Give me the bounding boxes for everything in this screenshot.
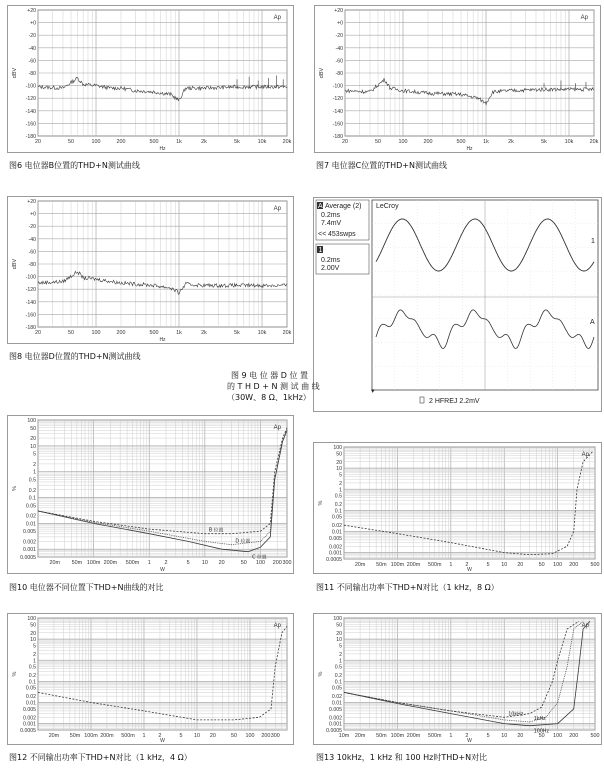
y-tick-label: 0.5 <box>28 664 36 671</box>
y-axis-label: dBV <box>12 67 18 79</box>
x-tick-label: 200 <box>423 139 433 145</box>
x-tick-label: 10 <box>501 733 508 739</box>
caption-fig6: 图6 电位器B位置的THD+N测试曲线 <box>9 161 140 170</box>
y-tick-label: 0.1 <box>28 679 36 686</box>
series-label: 1kHz <box>533 716 546 722</box>
y-tick-label: -160 <box>25 312 36 319</box>
x-tick-label: 2k <box>201 139 207 145</box>
y-tick-label: 0.2 <box>28 673 36 680</box>
x-tick-label: 50m <box>376 733 387 739</box>
y-tick-label: 10 <box>336 466 342 473</box>
x-tick-label: 20k <box>282 330 292 336</box>
y-tick-label: -180 <box>332 134 343 140</box>
x-tick-label: 2k <box>508 139 514 145</box>
y-tick-label: -60 <box>28 58 36 65</box>
scope-panel <box>313 197 602 412</box>
scope-brand: LeCroy <box>376 203 399 210</box>
series-label: B 位置 <box>208 528 224 534</box>
x-tick-label: 20 <box>218 560 225 566</box>
y-tick-label: 0.005 <box>23 529 36 536</box>
y-tick-label: 0.05 <box>25 685 36 692</box>
y-tick-label: 10 <box>30 637 36 644</box>
x-tick-label: 50 <box>538 562 545 568</box>
y-tick-label: -80 <box>28 262 36 268</box>
x-tick-label: 100m <box>84 733 98 739</box>
ap-badge: Ap <box>580 15 588 21</box>
ap-badge: Ap <box>273 206 281 212</box>
x-tick-label: 100 <box>255 560 265 566</box>
x-tick-label: 20 <box>517 562 524 568</box>
chart-fig10-panel <box>7 415 294 574</box>
y-tick-label: 0.001 <box>23 547 36 554</box>
x-tick-label: 20m <box>49 560 60 566</box>
x-axis-label: Hz <box>466 146 473 152</box>
x-tick-label: 300 <box>270 733 280 739</box>
y-tick-label: +20 <box>27 199 36 205</box>
x-tick-label: 500 <box>456 139 466 145</box>
caption-fig7: 图7 电位器C位置的THD+N测试曲线 <box>316 161 447 170</box>
x-axis-label: W <box>160 738 165 744</box>
y-tick-label: 5 <box>33 451 36 458</box>
y-tick-label: 0.01 <box>25 700 36 707</box>
y-tick-label: 0.002 <box>329 715 342 722</box>
y-axis-label: % <box>12 486 18 491</box>
caption-fig9-line1: 图 9 电 位 器 D 位 置 <box>231 371 309 380</box>
y-axis-label: dBV <box>12 258 18 270</box>
y-tick-label: 2 <box>33 461 36 468</box>
x-tick-label: 50 <box>375 139 382 145</box>
y-tick-label: 1 <box>33 469 36 476</box>
scope-ch-a-mode: Average (2) <box>325 203 362 210</box>
y-tick-label: 2 <box>339 651 342 658</box>
x-tick-label: 200 <box>569 562 579 568</box>
y-tick-label: 20 <box>30 630 36 637</box>
caption-fig12: 图12 不同输出功率下THD+N对比（1 kHz，4 Ω） <box>9 753 192 762</box>
y-tick-label: 0.001 <box>329 550 342 557</box>
scope-footer-box <box>420 397 424 403</box>
x-tick-label: 50 <box>538 733 545 739</box>
x-tick-label: 100m <box>86 560 101 566</box>
x-tick-label: 200m <box>103 560 118 566</box>
x-tick-label: 200 <box>116 330 126 336</box>
x-tick-label: 500m <box>125 560 140 566</box>
y-tick-label: 0.0005 <box>20 728 36 734</box>
y-tick-label: +0 <box>30 211 36 218</box>
x-tick-label: 500 <box>590 733 600 739</box>
y-tick-label: 0.01 <box>25 521 36 528</box>
y-tick-label: 1 <box>33 658 36 665</box>
chart-fig12-svg <box>8 614 293 744</box>
y-tick-label: 50 <box>30 622 36 629</box>
x-tick-label: 100 <box>91 330 101 336</box>
y-tick-label: -140 <box>25 108 36 115</box>
y-tick-label: 10 <box>30 443 36 450</box>
y-tick-label: +20 <box>334 8 343 14</box>
x-tick-label: 2k <box>201 330 207 336</box>
x-tick-label: 20m <box>354 562 366 568</box>
series-label: D 位置 <box>235 539 251 545</box>
x-tick-label: 200 <box>569 733 579 739</box>
x-tick-label: 10m <box>338 733 350 739</box>
x-tick-label: 200m <box>100 733 114 739</box>
x-axis-label: Hz <box>159 146 166 152</box>
y-axis-label: % <box>12 671 18 677</box>
y-tick-label: 100 <box>333 616 342 622</box>
y-tick-label: 2 <box>33 651 36 658</box>
scope-ch-a-time: 0.2ms <box>321 212 341 219</box>
caption-fig13: 图13 10kHz，1 kHz 和 100 Hz时THD+N对比 <box>316 753 488 762</box>
chart-fig7-svg <box>315 6 600 152</box>
y-tick-label: 0.1 <box>334 508 342 515</box>
x-tick-label: 500 <box>590 562 600 568</box>
ap-badge: Ap <box>581 452 589 458</box>
x-tick-label: 500m <box>428 733 442 739</box>
x-tick-label: 20 <box>517 733 524 739</box>
chart-fig7-panel <box>314 5 601 153</box>
y-tick-label: -140 <box>25 299 36 306</box>
x-tick-label: 10k <box>564 139 574 145</box>
ap-badge: Ap <box>581 623 589 629</box>
y-tick-label: -120 <box>25 287 36 294</box>
y-tick-label: 0.05 <box>331 685 342 692</box>
x-tick-label: 2 <box>164 560 168 566</box>
y-tick-label: 5 <box>33 643 36 650</box>
y-tick-label: 100 <box>27 616 36 622</box>
scope-footer: 2 HFREJ 2.2mV <box>429 398 480 405</box>
series-label: 10kHz <box>508 712 524 718</box>
y-tick-label: -180 <box>25 325 36 331</box>
y-tick-label: 10 <box>336 637 342 644</box>
series-label: 100Hz <box>533 729 550 735</box>
y-axis-label: % <box>318 500 324 506</box>
y-tick-label: 0.005 <box>329 535 342 542</box>
x-tick-label: 50 <box>240 560 247 566</box>
chart-fig11-svg <box>314 443 601 573</box>
y-tick-label: -60 <box>28 249 36 256</box>
y-tick-label: 0.005 <box>329 706 342 713</box>
y-tick-label: -140 <box>332 108 343 115</box>
y-tick-label: 0.2 <box>28 487 36 494</box>
x-tick-label: 100m <box>390 733 405 739</box>
x-tick-label: 50 <box>68 330 75 336</box>
x-tick-label: 200 <box>116 139 126 145</box>
y-tick-label: 20 <box>336 630 342 637</box>
y-tick-label: -20 <box>28 33 36 40</box>
x-tick-label: 100 <box>245 733 255 739</box>
ap-badge: Ap <box>273 15 281 21</box>
ap-badge: Ap <box>273 623 281 629</box>
y-tick-label: -40 <box>28 236 36 243</box>
ap-badge: Ap <box>273 425 281 431</box>
x-tick-label: 200 <box>261 733 271 739</box>
y-tick-label: 100 <box>27 418 36 424</box>
x-tick-label: 2 <box>158 733 162 739</box>
x-axis-label: W <box>467 738 472 744</box>
y-tick-label: 0.0005 <box>326 728 342 734</box>
x-tick-label: 20 <box>35 139 41 145</box>
scope-ch-a-sweeps: 453swps <box>328 231 356 238</box>
x-tick-label: 5k <box>234 139 240 145</box>
y-tick-label: 1 <box>339 487 342 494</box>
x-axis-label: W <box>467 567 472 573</box>
x-tick-label: 1k <box>176 330 182 336</box>
x-tick-label: 50m <box>376 562 387 568</box>
y-tick-label: 0.02 <box>331 694 342 701</box>
scope-ch1-label: 1 <box>318 247 323 254</box>
y-tick-label: 0.02 <box>25 694 36 701</box>
x-tick-label: 20k <box>282 139 292 145</box>
chart-fig6-panel <box>7 5 294 153</box>
caption-fig10: 图10 电位器不同位置下THD+N曲线的对比 <box>9 583 164 592</box>
y-tick-label: -20 <box>28 224 36 231</box>
y-tick-label: 0.001 <box>23 721 36 728</box>
x-tick-label: 1 <box>147 560 151 566</box>
caption-fig8: 图8 电位器D位置的THD+N测试曲线 <box>9 352 141 361</box>
x-tick-label: 20m <box>48 733 60 739</box>
x-tick-label: 10 <box>201 560 208 566</box>
chart-fig8-svg <box>8 197 293 343</box>
x-axis-label: Hz <box>159 337 166 343</box>
y-axis-label: % <box>318 671 324 677</box>
scope-ch-a-volt: 7.4mV <box>321 220 342 227</box>
x-tick-label: 300 <box>282 560 292 566</box>
y-tick-label: -40 <box>28 45 36 52</box>
y-axis-label: dBV <box>319 67 325 79</box>
y-tick-label: 0.002 <box>329 544 342 551</box>
y-tick-label: -60 <box>335 58 343 65</box>
y-tick-label: 0.01 <box>331 529 342 536</box>
y-tick-label: 2 <box>339 480 342 487</box>
y-tick-label: 0.2 <box>334 502 342 509</box>
y-tick-label: 0.0005 <box>20 555 36 561</box>
x-tick-label: 50 <box>231 733 238 739</box>
y-tick-label: -100 <box>25 274 36 281</box>
y-tick-label: -180 <box>25 134 36 140</box>
x-tick-label: 500m <box>121 733 135 739</box>
y-tick-label: -120 <box>332 96 343 103</box>
scope-ch1-volt: 2.00V <box>321 265 340 272</box>
caption-fig11: 图11 不同输出功率下THD+N对比（1 kHz，8 Ω） <box>316 583 499 592</box>
x-tick-label: 10 <box>193 733 200 739</box>
x-tick-label: 500 <box>149 139 159 145</box>
y-tick-label: -20 <box>335 33 343 40</box>
x-tick-label: 5 <box>486 733 490 739</box>
y-tick-label: 0.5 <box>28 477 36 484</box>
chart-fig6-svg <box>8 6 293 152</box>
y-tick-label: 100 <box>333 445 342 451</box>
x-axis-label: W <box>160 567 165 573</box>
scope-marker-a: A <box>590 319 595 326</box>
y-tick-label: 0.5 <box>334 493 342 500</box>
x-tick-label: 20 <box>35 330 41 336</box>
y-tick-label: 0.002 <box>23 715 36 722</box>
y-tick-label: -80 <box>335 71 343 77</box>
y-tick-label: 0.01 <box>331 700 342 707</box>
y-tick-label: 0.002 <box>23 539 36 546</box>
y-tick-label: 50 <box>336 451 342 458</box>
chart-fig11-panel <box>313 442 602 574</box>
y-tick-label: 0.005 <box>23 706 36 713</box>
x-tick-label: 20k <box>589 139 599 145</box>
x-tick-label: 10k <box>257 139 267 145</box>
y-tick-label: 1 <box>339 658 342 665</box>
x-tick-label: 50m <box>71 560 83 566</box>
x-tick-label: 1 <box>449 733 453 739</box>
x-tick-label: 1 <box>142 733 146 739</box>
y-tick-label: 0.1 <box>334 679 342 686</box>
y-tick-label: +20 <box>27 8 36 14</box>
x-tick-label: 2 <box>465 562 469 568</box>
y-tick-label: -100 <box>332 83 343 90</box>
x-tick-label: 100 <box>398 139 408 145</box>
x-tick-label: 50m <box>69 733 81 739</box>
y-tick-label: 0.05 <box>331 514 342 521</box>
y-tick-label: -160 <box>332 121 343 128</box>
x-tick-label: 1 <box>449 562 453 568</box>
y-tick-label: 20 <box>30 436 36 443</box>
x-tick-label: 5k <box>541 139 547 145</box>
x-tick-label: 1k <box>176 139 182 145</box>
y-tick-label: 50 <box>30 425 36 432</box>
scope-marker-1: 1 <box>591 238 595 245</box>
y-tick-label: 0.001 <box>329 721 342 728</box>
x-tick-label: 1k <box>483 139 489 145</box>
y-tick-label: +0 <box>337 20 343 27</box>
y-tick-label: 0.0005 <box>326 557 342 563</box>
y-tick-label: 0.5 <box>334 664 342 671</box>
scope-ch-a-sweeps-arrow: << <box>318 231 327 238</box>
caption-fig9-line2: 的 T H D + N 测 试 曲 线 <box>227 382 320 391</box>
x-tick-label: 100 <box>553 562 563 568</box>
x-tick-label: 20m <box>354 733 366 739</box>
x-tick-label: 200m <box>406 562 421 568</box>
chart-fig13-svg <box>314 614 601 744</box>
y-tick-label: -40 <box>335 45 343 52</box>
series-label: C 位置 <box>252 555 267 561</box>
scope-svg <box>314 198 601 411</box>
y-tick-label: -160 <box>25 121 36 128</box>
x-tick-label: 2 <box>465 733 469 739</box>
x-tick-label: 200m <box>406 733 421 739</box>
y-tick-label: 0.05 <box>25 503 36 510</box>
x-tick-label: 500 <box>149 330 159 336</box>
y-tick-label: 20 <box>336 459 342 466</box>
x-tick-label: 100m <box>390 562 405 568</box>
y-tick-label: 0.2 <box>334 673 342 680</box>
x-tick-label: 500m <box>428 562 442 568</box>
chart-fig13-panel <box>313 613 602 745</box>
x-tick-label: 100 <box>553 733 563 739</box>
x-tick-label: 20 <box>342 139 348 145</box>
y-tick-label: 0.1 <box>28 495 36 502</box>
y-tick-label: -120 <box>25 96 36 103</box>
y-tick-label: +0 <box>30 20 36 27</box>
x-tick-label: 100 <box>91 139 101 145</box>
x-tick-label: 5 <box>486 562 490 568</box>
scope-trigger-marker: ▾ <box>371 388 375 395</box>
scope-ch1-time: 0.2ms <box>321 257 341 264</box>
y-tick-label: 5 <box>339 472 342 479</box>
x-tick-label: 10 <box>501 562 508 568</box>
x-tick-label: 10k <box>257 330 267 336</box>
x-tick-label: 5k <box>234 330 240 336</box>
x-tick-label: 50 <box>68 139 75 145</box>
scope-ch-a-label: A <box>318 203 323 210</box>
y-tick-label: -80 <box>28 71 36 77</box>
x-tick-label: 5 <box>179 733 183 739</box>
y-tick-label: -100 <box>25 83 36 90</box>
x-tick-label: 200 <box>272 560 282 566</box>
y-tick-label: 50 <box>336 622 342 629</box>
caption-fig9-line3: （30W、8 Ω、1kHz） <box>227 393 311 402</box>
x-tick-label: 20 <box>209 733 216 739</box>
x-tick-label: 5 <box>186 560 190 566</box>
y-tick-label: 5 <box>339 643 342 650</box>
chart-fig10-svg <box>8 416 293 573</box>
y-tick-label: 0.02 <box>25 513 36 520</box>
y-tick-label: 0.02 <box>331 523 342 530</box>
chart-fig8-panel <box>7 196 294 344</box>
chart-fig12-panel <box>7 613 294 745</box>
